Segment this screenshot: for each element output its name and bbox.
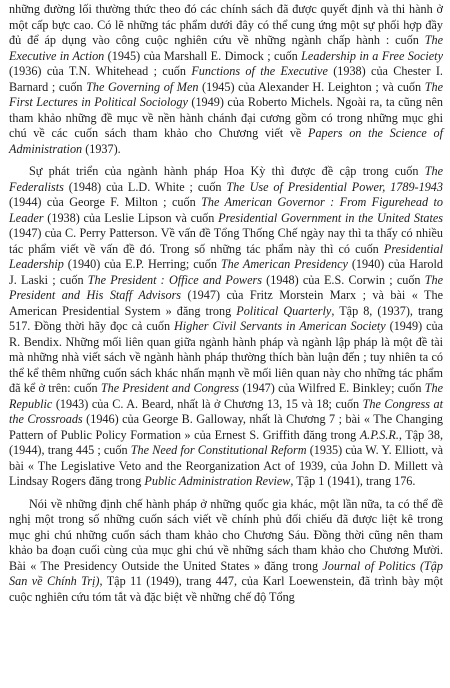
text-run: , Tập 8, (1937), trang 517. Đồng thời hãy đọc cả cuốn [9, 303, 444, 333]
paragraph-1 [9, 2, 443, 157]
text-run: , Tập 11 (1949), trang 447, của Karl Loewenstein, đã trình bày một cuộc nghiên cứu tóm tắt và đặc biệt về những chế độ Tổng [9, 574, 443, 604]
italic-title-run: The Republic [9, 381, 443, 411]
italic-title-run: The Executive in Action [9, 33, 443, 63]
italic-title-run: Higher Civil Servants in American Society [174, 319, 386, 333]
text-run: (1945) của Alexander H. Leighton ; và cuốn [198, 79, 425, 94]
text-run: (1940) của E.P. Herring; cuốn [63, 257, 221, 271]
text-run: (1948) của L.D. White ; cuốn [63, 179, 227, 194]
italic-title-run: The Use of Presidential Power, 1789-1943 [226, 179, 443, 194]
italic-title-run: The First Lectures in Political Sociology [9, 79, 443, 109]
text-run: (1935) của W. Y. Elliott, và bài « The Legislative Veto and the Reorganization Act of 1939, của John D. Millett và Lindsay Rogers đăng trong [9, 443, 443, 488]
italic-title-run: Presidential Leadership [9, 241, 443, 271]
text-run: (1938) của Leslie Lipson và cuốn [43, 210, 219, 225]
text-run: , Tập 1 (1941), trang 176. [290, 474, 416, 488]
text-run: Sự phát triển của ngành hành pháp Hoa Kỳ thì được đề cập trong cuốn [29, 164, 425, 178]
italic-title-run: The President and Congress [100, 381, 240, 395]
text-run: (1936) của T.N. Whitehead ; cuốn [9, 64, 192, 78]
italic-title-run: Functions of the Executive [191, 64, 328, 78]
text-run: (1947) của Fritz Morstein Marx ; và bài « The American Presidential System » đăng trong [9, 288, 443, 318]
italic-title-run: Journal of Politics (Tập San về Chính Trị) [9, 558, 443, 588]
text-run: (1949) của R. Bendix. Những mối liên quan giữa ngành hành pháp và ngành lập pháp là một đề tài mà những nhà viết sách về ngành hành pháp thường thích bàn luận đến ; tuy nhiên ta có thể kể thêm những cuốn sách khác nhấn mạnh về mối liên quan này cho những tác phẩm đã kể ở trên: cuốn [9, 319, 443, 395]
italic-title-run: The Congress at the Crossroads [9, 396, 444, 426]
text-run: (1947) của Wilfred E. Binkley; cuốn [239, 381, 425, 395]
italic-title-run: The American Presidency [220, 257, 348, 271]
text-run: (1944) của George F. Milton ; cuốn [9, 195, 202, 209]
italic-title-run: The Governing of Men [86, 79, 199, 94]
text-run: (1937). [82, 141, 121, 156]
text-run: (1948) của E.S. Corwin ; cuốn [261, 272, 425, 287]
italic-title-run: Political Quarterly [236, 303, 332, 318]
italic-title-run: The Federalists [9, 164, 443, 194]
text-run: (1945) của Marshall E. Dimock ; cuốn [104, 48, 302, 63]
italic-title-run: Presidential Government in the United States [218, 210, 443, 225]
text-run: (1943) của C. A. Beard, nhất là ở Chương 13, 15 và 18; cuốn [52, 396, 363, 411]
paragraph-2 [9, 164, 443, 490]
italic-title-run: The American Governor : From Figurehead to Leader [9, 195, 443, 225]
italic-title-run: Leadership in a Free Society [301, 48, 443, 63]
paragraph-3 [9, 497, 443, 606]
text-run: (1947) của C. Perry Patterson. Về vấn đề Tổng Thống Chế ngày nay thì ta thấy có nhiều tác phẩm viết về vấn đề đó. Trong số những tác phẩm này thì có cuốn [9, 226, 443, 256]
italic-title-run: The President : Office and Powers [87, 272, 262, 287]
text-run: (1949) của Roberto Michels. Ngoài ra, ta cũng nên tham khảo những đề mục về nền hành chánh đại cương gồm có trong những mục ghi chú về các cuốn sách tham khảo cho Chương viết về [9, 95, 443, 140]
text-run: Nói về những định chế hành pháp ở những quốc gia khác, một lần nữa, ta có thể đề nghị một trong số những cuốn sách viết về chính phủ đối chiếu đã được liệt kê trong mục ghi chú những cuốn sách tham khảo cho Chương Sáu. Đồng thời cũng nên tham khảo ba đoạn cuối cùng của mục ghi chú về những sách tham khảo cho Chương Mười. Bài « The Presidency Outside the United States » đăng trong [9, 496, 443, 573]
text-run: (1940) của Harold J. Laski ; cuốn [9, 257, 443, 287]
text-run: (1946) của George B. Galloway, nhất là Chương 7 ; bài « The Changing Pattern of Public Policy Formation » của Ernest S. Griffith đăng trong [9, 412, 444, 442]
italic-title-run: Public Administration Review [144, 474, 291, 488]
italic-title-run: Papers on the Science of Administration [9, 126, 443, 156]
text-run: những đường lối thường thức theo đó các chính sách đã được quyết định và thi hành ở một cấp bực cao. Có lẽ những tác phẩm dưới đây có thể cung ứng một sự phối hợp đầy đủ để áp dụng vào công cuộc nghiên cứu về những ngành chấp hành : cuốn [9, 2, 443, 47]
italic-title-run: The President and His Staff Advisors [9, 272, 443, 302]
text-run: , Tập 38, (1944), trang 445 ; cuốn [9, 427, 443, 457]
italic-title-run: A.P.S.R. [359, 427, 399, 442]
italic-title-run: The Need for Constitutional Reform [130, 443, 307, 457]
text-run: (1938) của Chester I. Barnard ; cuốn [9, 64, 443, 94]
